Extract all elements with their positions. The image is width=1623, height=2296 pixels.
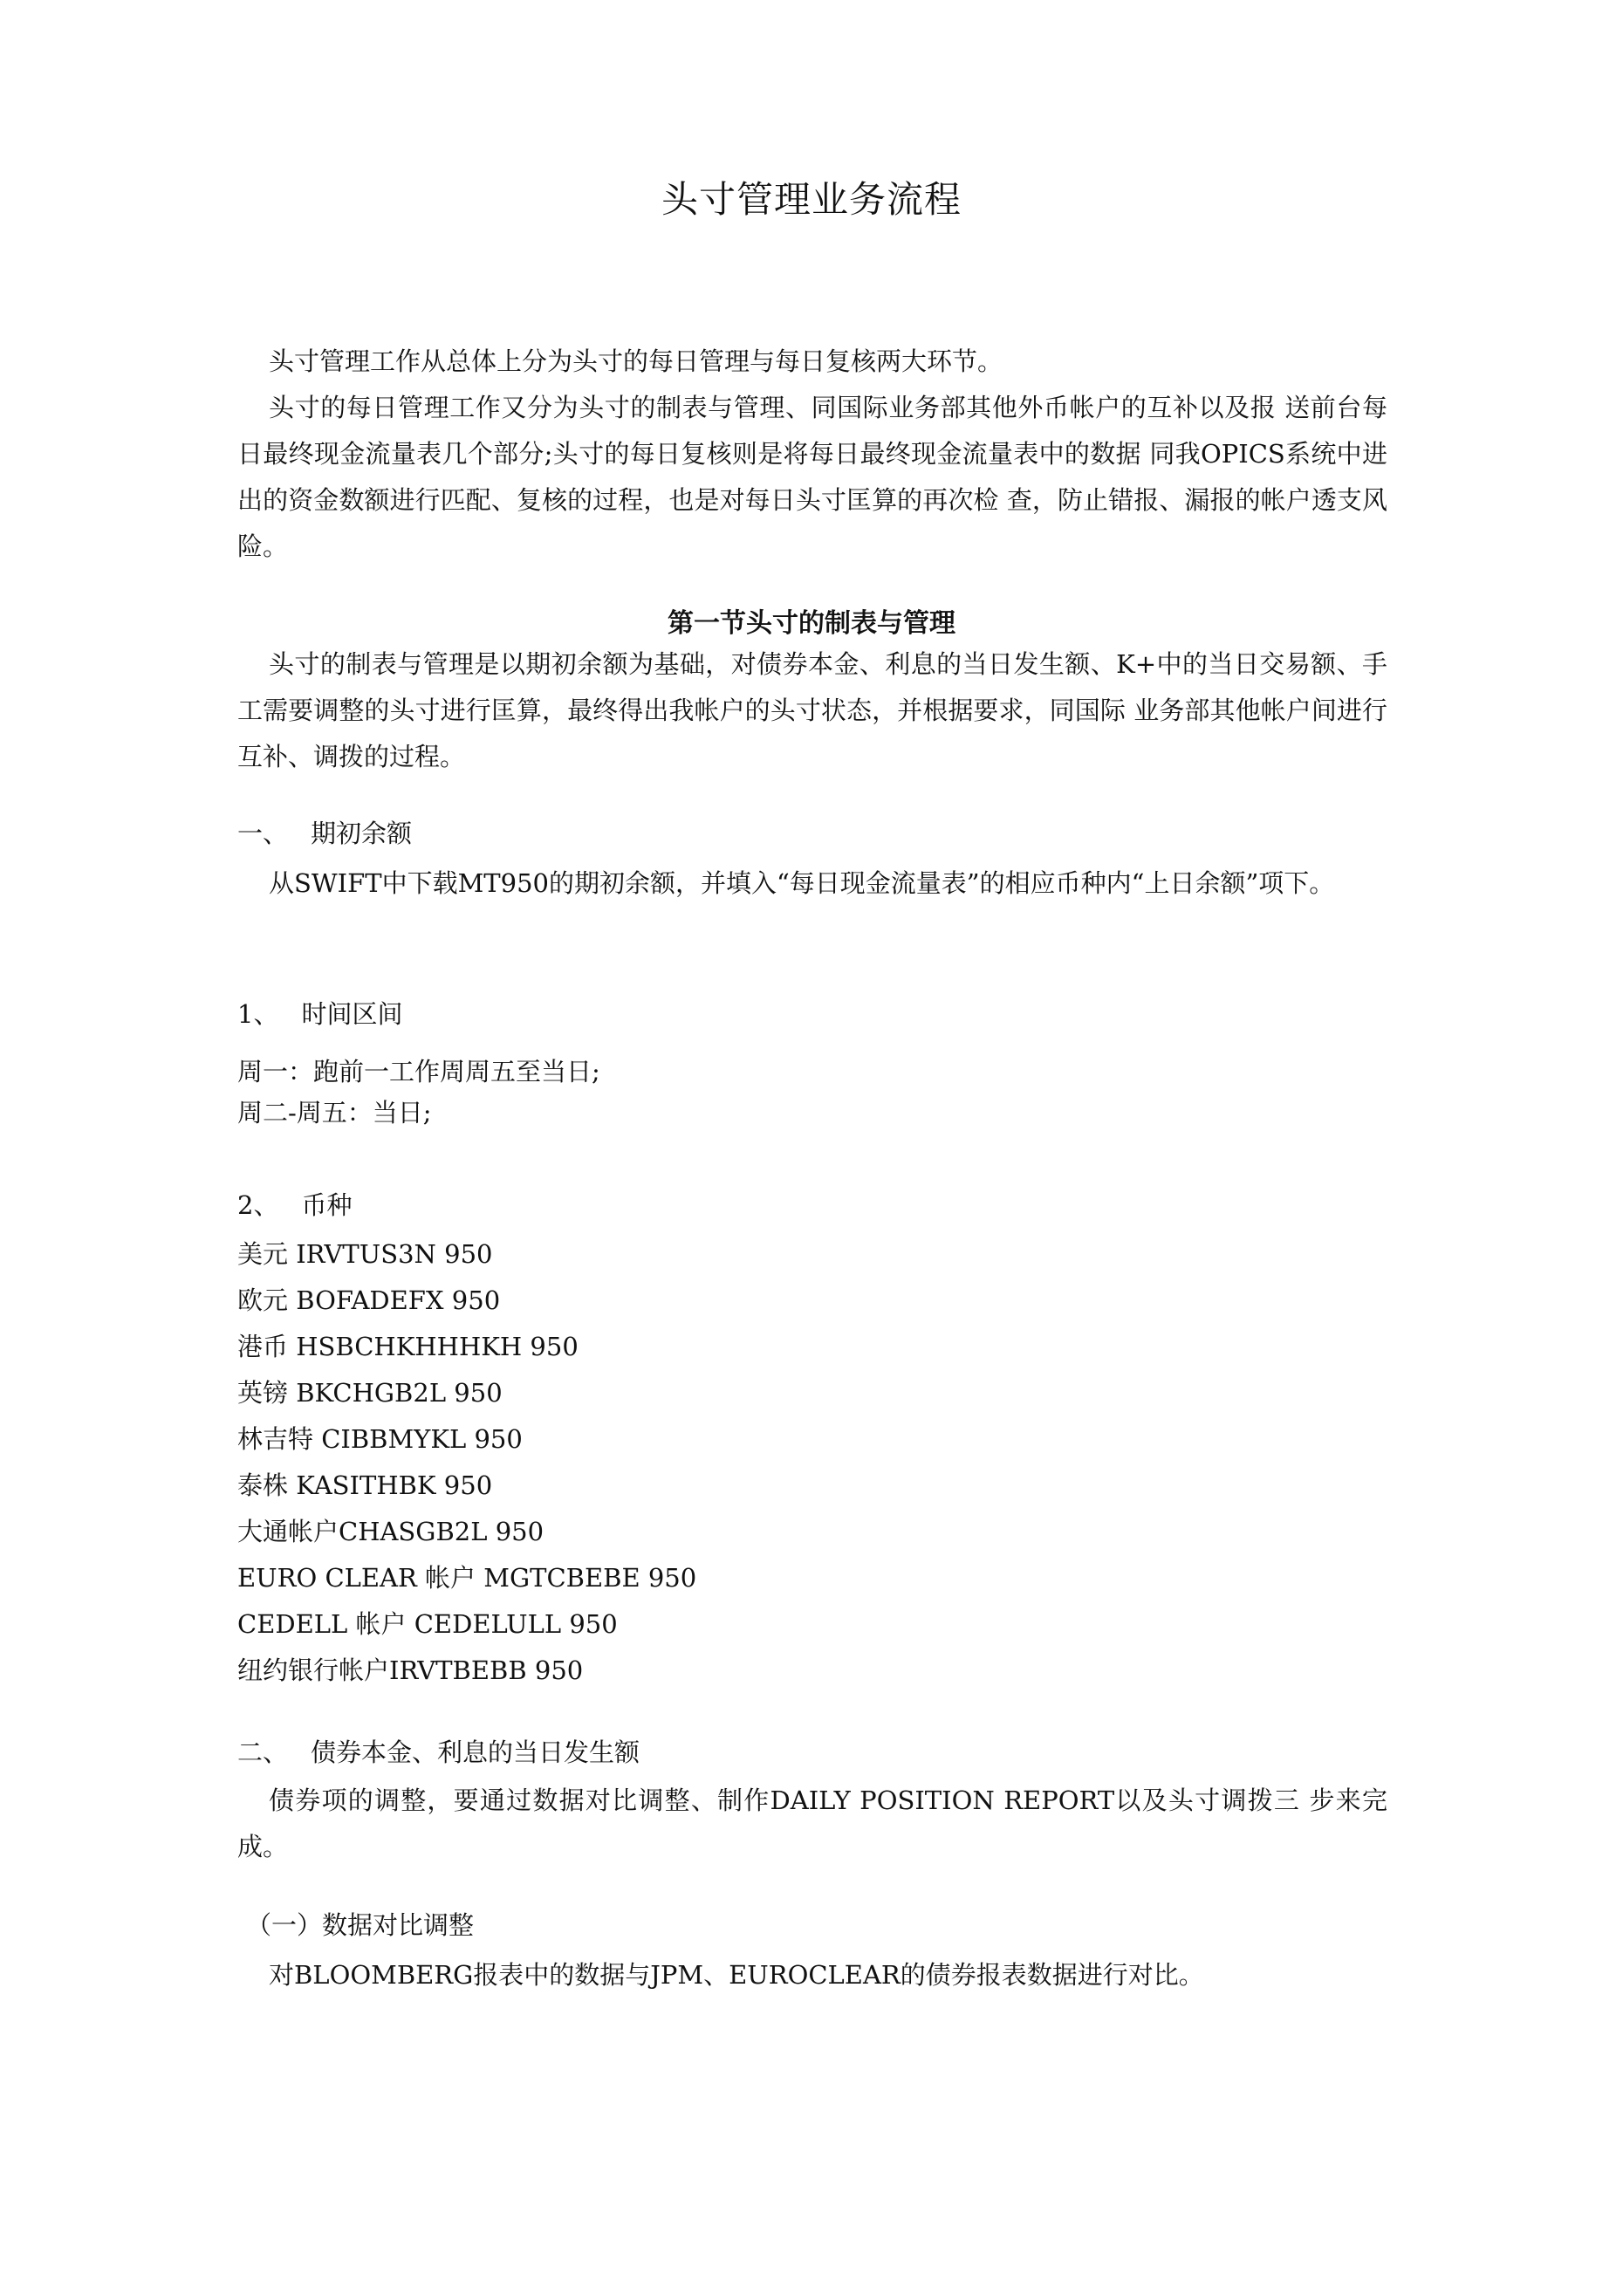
time-range-line: 周二-周五：当日;: [237, 1098, 432, 1127]
part1-sub1-heading: 1、 时间区间: [237, 999, 403, 1029]
currency-line: 纽约银行帐户IRVTBEBB 950: [237, 1655, 584, 1685]
currency-line: CEDELL 帐户 CEDELULL 950: [237, 1609, 618, 1639]
part2-sub1-paragraph: 对BLOOMBERG报表中的数据与JPM、EUROCLEAR的债券报表数据进行对比。: [269, 1960, 1204, 1990]
time-range-line: 周一：跑前一工作周周五至当日;: [237, 1057, 600, 1086]
currency-line: EURO CLEAR 帐户 MGTCBEBE 950: [237, 1563, 697, 1593]
part2-sub1-heading: （一）数据对比调整: [246, 1910, 475, 1940]
currency-line: 欧元 BOFADEFX 950: [237, 1285, 501, 1315]
part1-paragraph: 从SWIFT中下载MT950的期初余额，并填入“每日现金流量表”的相应币种内“上日余额”项下。: [269, 868, 1335, 898]
currency-line: 林吉特 CIBBMYKL 950: [237, 1424, 523, 1454]
part2-heading: [237, 1735, 640, 1770]
currency-line: 港币 HSBCHKHHHKH 950: [237, 1332, 579, 1361]
currency-line: 大通帐户CHASGB2L 950: [237, 1517, 544, 1546]
part1-heading-text: 期初余额: [311, 819, 413, 848]
currency-line: 英镑 BKCHGB2L 950: [237, 1378, 503, 1408]
part2-paragraph: 债券项的调整，要通过数据对比调整、制作DAILY POSITION REPORT以及头寸调拨三 步来完成。: [237, 1785, 1387, 1861]
part2-heading-text: 债券本金、利息的当日发生额: [311, 1737, 640, 1767]
section1-paragraph: 头寸的制表与管理是以期初余额为基础，对债券本金、利息的当日发生额、K+中的当日交易额、手工需要调整的头寸进行匡算，最终得出我帐户的头寸状态，并根据要求，同国际 业务部其他帐户间进行互补、调拨的过程。: [237, 649, 1387, 771]
part2-number: 二、: [237, 1737, 289, 1767]
currency-line: 泰株 KASITHBK 950: [237, 1470, 493, 1500]
currency-line: 美元 IRVTUS3N 950: [237, 1239, 493, 1269]
document-title: 头寸管理业务流程: [661, 178, 962, 221]
part1-sub2-heading: 2、 币种: [237, 1190, 353, 1220]
intro-paragraph-1: 头寸管理工作从总体上分为头寸的每日管理与每日复核两大环节。: [269, 346, 1003, 376]
part1-number: 一、: [237, 819, 289, 848]
part1-heading: [237, 816, 412, 851]
intro-paragraph-2: 头寸的每日管理工作又分为头寸的制表与管理、同国际业务部其他外币帐户的互补以及报 送前台每日最终现金流量表几个部分;头寸的每日复核则是将每日最终现金流量表中的数据 同我OPICS系统中进出的资金数额进行匹配、复核的过程，也是对每日头寸匡算的再次检 查，防止错报、漏报的帐户透支风险。: [237, 393, 1387, 561]
section-title: 第一节头寸的制表与管理: [668, 608, 955, 639]
